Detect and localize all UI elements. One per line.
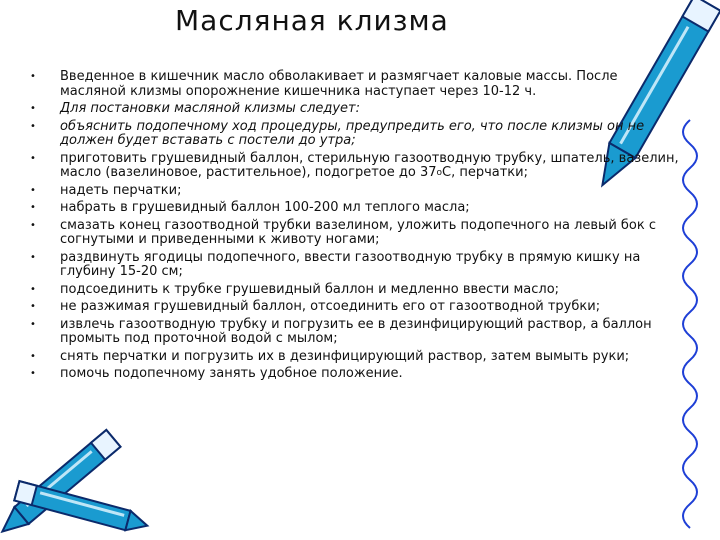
list-item: [30, 184, 680, 199]
list-item: [30, 219, 680, 248]
list-item: [30, 350, 680, 365]
list-item: [30, 367, 680, 382]
list-item: [30, 70, 680, 99]
bullet-icon: •: [30, 103, 36, 114]
bullet-icon: •: [30, 202, 36, 213]
list-item-text: раздвинуть ягодицы подопечного, ввести газоотводную трубку в прямую кишку на глубину 15-20 см;: [60, 249, 641, 279]
bullet-icon: •: [30, 152, 36, 164]
bullet-icon: •: [30, 184, 36, 196]
pencil-icon-bottom-left: [0, 410, 150, 540]
bullet-icon: •: [30, 120, 36, 132]
degree-superscript: о: [436, 168, 442, 178]
list-item: [30, 251, 680, 280]
slide-title: Масляная клизма: [175, 4, 449, 37]
list-item: [30, 300, 680, 315]
list-item-text: смазать конец газоотводной трубки вазелином, уложить подопечного на левый бок с согнутыми и приведенными к животу ногами;: [60, 217, 657, 247]
list-item-text: набрать в грушевидный баллон 100-200 мл теплого масла;: [60, 200, 470, 215]
list-item-text-tail: С, перчатки;: [442, 165, 528, 180]
bullet-list: [30, 70, 680, 385]
list-item: [30, 120, 680, 149]
bullet-icon: •: [30, 368, 36, 379]
list-item-text: объяснить подопечному ход процедуры, предупредить его, что после клизмы он не должен будет вставать с постели до утра;: [60, 118, 645, 148]
list-item-text: Введенное в кишечник масло обволакивает и размягчает каловые массы. После масляной клизмы опорожнение кишечника наступает через 10-12 ч.: [60, 69, 618, 99]
list-item-text: приготовить грушевидный баллон, стерильную газоотводную трубку, шпатель, вазелин, масло (вазелиновое, растительное), подогретое до 37: [60, 150, 679, 180]
bullet-icon: •: [30, 283, 36, 295]
list-item-text: извлечь газоотводную трубку и погрузить ее в дезинфицирующий раствор, а баллон промыть под проточной водой с мылом;: [60, 316, 652, 346]
list-item-text: подсоединить к трубке грушевидный баллон и медленно ввести масло;: [60, 281, 560, 297]
list-item: [30, 283, 680, 298]
list-item-text: надеть перчатки;: [60, 182, 182, 198]
bullet-icon: •: [30, 318, 36, 330]
list-item-text: снять перчатки и погрузить их в дезинфицирующий раствор, затем вымыть руки;: [60, 348, 630, 364]
bullet-icon: •: [30, 350, 36, 362]
list-item-text: не разжимая грушевидный баллон, отсоединить его от газоотводной трубки;: [60, 299, 601, 314]
list-item: [30, 152, 680, 181]
list-item: [30, 102, 680, 117]
bullet-icon: •: [30, 219, 36, 231]
list-item: [30, 318, 680, 347]
list-item-text: помочь подопечному занять удобное положение.: [60, 366, 403, 381]
bullet-icon: •: [30, 71, 36, 82]
bullet-icon: •: [30, 251, 36, 263]
list-item-text: Для постановки масляной клизмы следует:: [60, 101, 361, 116]
bullet-icon: •: [30, 301, 36, 312]
list-item: [30, 201, 680, 216]
